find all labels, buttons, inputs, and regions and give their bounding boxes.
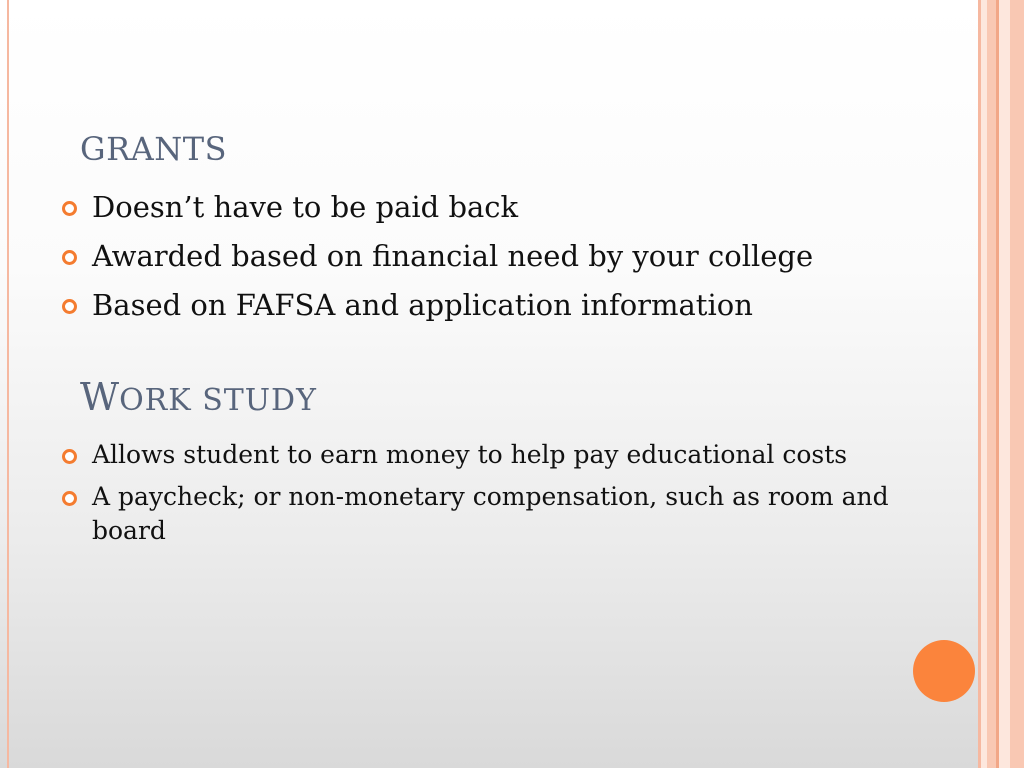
section-heading-grants: GRANTS [80, 130, 228, 168]
bullet-icon [62, 299, 77, 314]
bullet-text: Allows student to earn money to help pay educational costs [92, 440, 848, 469]
bullet-icon [62, 449, 77, 464]
list-item [62, 480, 892, 548]
list-item [62, 237, 942, 286]
right-stripe [987, 0, 996, 768]
orange-circle-decoration [913, 640, 975, 702]
bullet-icon [62, 491, 77, 506]
bullet-icon [62, 201, 77, 216]
work-study-bullet-list [62, 438, 892, 556]
heading-rest: ORK STUDY [119, 383, 317, 418]
list-item [62, 286, 942, 335]
right-stripe [1010, 0, 1024, 768]
bullet-text: Based on FAFSA and application information [92, 288, 753, 322]
list-item [62, 188, 942, 237]
bullet-text: A paycheck; or non-monetary compensation, such as room and board [92, 482, 889, 545]
bullet-text: Awarded based on financial need by your college [92, 239, 814, 273]
grants-bullet-list [62, 188, 942, 335]
list-item [62, 438, 892, 472]
section-heading-work-study [80, 375, 317, 419]
bullet-text: Doesn’t have to be paid back [92, 190, 519, 224]
left-border-line [7, 0, 9, 768]
bullet-icon [62, 250, 77, 265]
right-stripe [999, 0, 1010, 768]
heading-initial: W [80, 375, 120, 419]
